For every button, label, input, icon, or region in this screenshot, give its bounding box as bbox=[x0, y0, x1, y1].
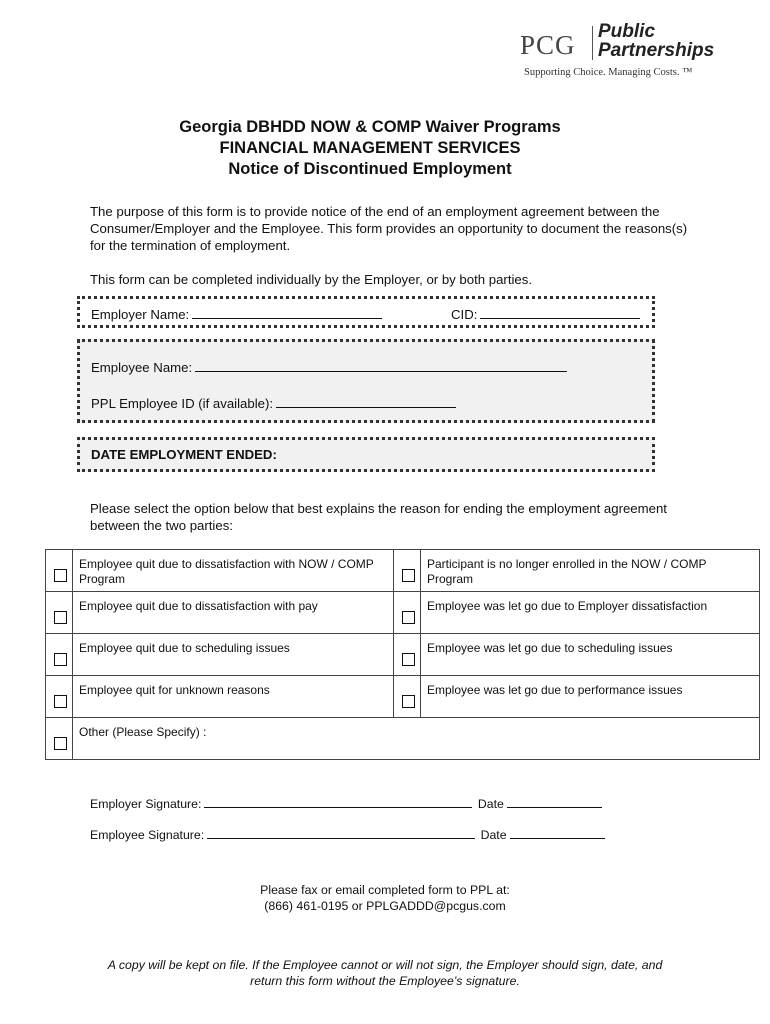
checkbox-cell bbox=[394, 550, 421, 592]
checkbox-quit-program[interactable] bbox=[54, 569, 67, 582]
employee-info-box bbox=[77, 339, 655, 423]
ppl-id-field[interactable] bbox=[91, 395, 456, 411]
reason-quit-program: Employee quit due to dissatisfaction with NOW / COMP Program bbox=[73, 550, 394, 592]
submit-contact: (866) 461-0195 or PPLGADDD@pcgus.com bbox=[264, 899, 506, 913]
checkbox-other[interactable] bbox=[54, 737, 67, 750]
date-ended-label: DATE EMPLOYMENT ENDED: bbox=[91, 447, 277, 462]
reason-quit-scheduling: Employee quit due to scheduling issues bbox=[73, 634, 394, 676]
logo-divider bbox=[592, 26, 593, 60]
submit-instructions bbox=[0, 882, 770, 914]
completion-paragraph: This form can be completed individually by the Employer, or by both parties. bbox=[90, 272, 532, 287]
reason-quit-unknown: Employee quit for unknown reasons bbox=[73, 676, 394, 718]
cid-label: CID: bbox=[451, 307, 478, 322]
checkbox-cell bbox=[394, 676, 421, 718]
checkbox-let-go-employer[interactable] bbox=[402, 611, 415, 624]
table-row bbox=[46, 634, 760, 676]
employer-name-label: Employer Name: bbox=[91, 307, 190, 322]
checkbox-quit-pay[interactable] bbox=[54, 611, 67, 624]
cid-line[interactable] bbox=[480, 306, 640, 319]
checkbox-cell bbox=[46, 676, 73, 718]
employer-info-box bbox=[77, 296, 655, 328]
footnote-line1: A copy will be kept on file. If the Employee cannot or will not sign, the Employer should sign, date, and bbox=[107, 958, 663, 972]
checkbox-not-enrolled[interactable] bbox=[402, 569, 415, 582]
checkbox-cell bbox=[46, 718, 73, 760]
employer-signature-field[interactable] bbox=[90, 795, 602, 811]
employee-signature-label: Employee Signature: bbox=[90, 828, 205, 842]
title-line3: Notice of Discontinued Employment bbox=[228, 160, 512, 178]
form-title bbox=[0, 117, 740, 180]
employer-name-field[interactable] bbox=[91, 306, 382, 322]
employee-name-label: Employee Name: bbox=[91, 360, 193, 375]
checkbox-let-go-scheduling[interactable] bbox=[402, 653, 415, 666]
employee-signature-line[interactable] bbox=[207, 826, 475, 839]
table-row bbox=[46, 676, 760, 718]
reason-other[interactable]: Other (Please Specify) : bbox=[73, 718, 760, 760]
reason-not-enrolled: Participant is no longer enrolled in the NOW / COMP Program bbox=[421, 550, 760, 592]
checkbox-cell bbox=[46, 634, 73, 676]
employee-name-field[interactable] bbox=[91, 359, 567, 375]
employee-date-label: Date bbox=[480, 828, 507, 842]
pcg-logo bbox=[520, 22, 740, 84]
checkbox-let-go-performance[interactable] bbox=[402, 695, 415, 708]
employee-name-line[interactable] bbox=[195, 359, 567, 372]
checkbox-cell bbox=[46, 592, 73, 634]
logo-tagline: Supporting Choice. Managing Costs. ™ bbox=[524, 67, 693, 78]
employer-signature-label: Employer Signature: bbox=[90, 797, 202, 811]
table-row bbox=[46, 592, 760, 634]
title-line1: Georgia DBHDD NOW & COMP Waiver Programs bbox=[179, 118, 561, 136]
logo-name-line1: Public bbox=[598, 21, 656, 42]
reason-let-go-employer: Employee was let go due to Employer dissatisfaction bbox=[421, 592, 760, 634]
reason-table bbox=[45, 549, 760, 760]
reason-let-go-scheduling: Employee was let go due to scheduling issues bbox=[421, 634, 760, 676]
checkbox-cell bbox=[394, 592, 421, 634]
checkbox-quit-unknown[interactable] bbox=[54, 695, 67, 708]
footnote-line2: return this form without the Employee’s signature. bbox=[250, 974, 520, 988]
reason-prompt: Please select the option below that best explains the reason for ending the employment agreement between the two parties: bbox=[90, 501, 667, 533]
submit-line1: Please fax or email completed form to PPL at: bbox=[260, 883, 510, 897]
checkbox-quit-scheduling[interactable] bbox=[54, 653, 67, 666]
table-row bbox=[46, 550, 760, 592]
date-ended-box[interactable] bbox=[77, 437, 655, 472]
employee-date-line[interactable] bbox=[510, 826, 605, 839]
table-row bbox=[46, 718, 760, 760]
logo-name-line2: Partnerships bbox=[598, 40, 715, 61]
ppl-id-label: PPL Employee ID (if available): bbox=[91, 396, 274, 411]
employer-date-line[interactable] bbox=[507, 795, 602, 808]
employer-date-label: Date bbox=[477, 797, 504, 811]
logo-mark: PCG bbox=[520, 30, 576, 60]
purpose-paragraph: The purpose of this form is to provide notice of the end of an employment agreement between the Consumer/Employer and the Employee. This form provides an opportunity to document the reasons(s) for the termination of employment. bbox=[90, 204, 688, 253]
title-line2: FINANCIAL MANAGEMENT SERVICES bbox=[219, 139, 521, 157]
checkbox-cell bbox=[46, 550, 73, 592]
footnote bbox=[0, 957, 770, 989]
reason-let-go-performance: Employee was let go due to performance issues bbox=[421, 676, 760, 718]
employer-signature-line[interactable] bbox=[204, 795, 472, 808]
checkbox-cell bbox=[394, 634, 421, 676]
reason-quit-pay: Employee quit due to dissatisfaction with pay bbox=[73, 592, 394, 634]
employer-name-line[interactable] bbox=[192, 306, 382, 319]
ppl-id-line[interactable] bbox=[276, 395, 456, 408]
employee-signature-field[interactable] bbox=[90, 826, 605, 842]
cid-field[interactable] bbox=[451, 306, 640, 322]
